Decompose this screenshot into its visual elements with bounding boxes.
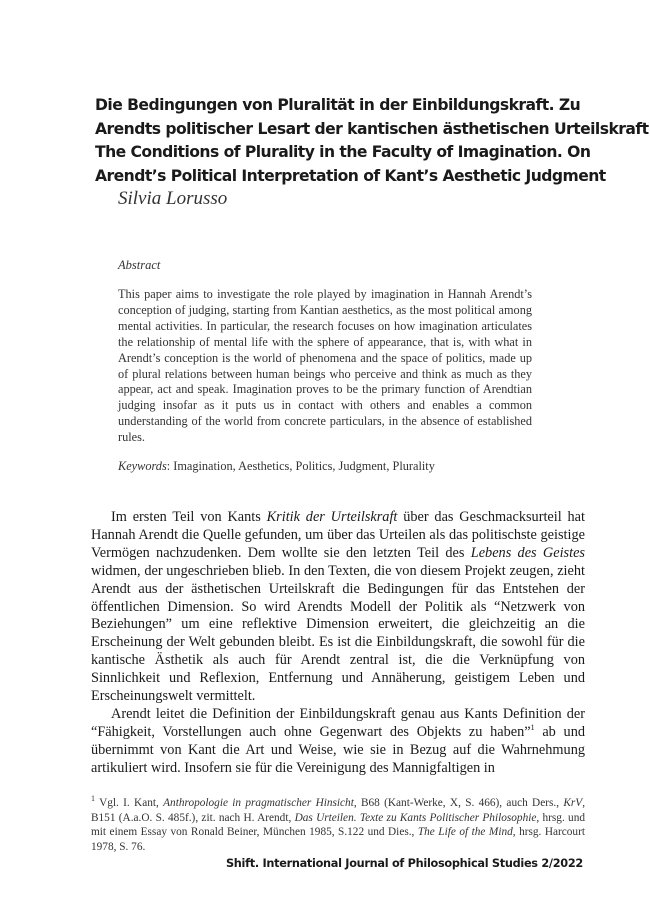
- italic-title: Lebens des Geistes: [470, 544, 585, 561]
- title-english-line-1: The Conditions of Plurality in the Faculty of Imagination. On: [95, 143, 591, 162]
- italic-title: Anthropologie in pragmatischer Hinsicht: [163, 797, 354, 809]
- text-run: über das Geschmacksurteil hat Hannah Arendt die Quelle gefunden, um über das Urteilen als das politischste geistige Vermögen nachzudenken. Dem wollte sie den letzten Teil des: [91, 509, 585, 561]
- text-run: , B68 (Kant-Werke, X, S. 466), auch Ders.,: [353, 797, 564, 809]
- italic-title: Kritik der Urteilskraft: [266, 509, 398, 525]
- footnote-number: 1: [91, 794, 95, 804]
- keywords-list: : Imagination, Aesthetics, Politics, Judgment, Plurality: [166, 459, 435, 473]
- paragraph: [91, 706, 585, 778]
- text-run: , hrsg. Harcourt 1978, S. 76.: [91, 826, 585, 853]
- title-german-line-2: Arendts politischer Lesart der kantischen ästhetischen Urteilskraft: [95, 119, 649, 138]
- abstract-heading: Abstract: [118, 258, 161, 272]
- author-name: Silvia Lorusso: [118, 188, 228, 209]
- title-german-line-1: Die Bedingungen von Pluralität in der Einbildungskraft. Zu: [95, 96, 581, 114]
- footnote: [91, 796, 585, 854]
- italic-title: Das Urteilen. Texte zu Kants Politischer Philosophie: [294, 811, 537, 824]
- title-english-line-2: Arendt’s Political Interpretation of Kant’s Aesthetic Judgment: [95, 166, 606, 185]
- text-run: widmen, der ungeschrieben blieb. In den Texten, die von diesem Projekt zeugen, zieht Arendt aus der ästhetischen Urteilskraft die Bedingungen für das Entstehen der öffentlichen Dimension. So wird Arendts Modell der Politik als “Netzwerk von Beziehungen” um eine reflektive Dimension erweitert, die gleichzeitig an die Erscheinung der Welt gebunden bleibt. Es ist die Einbildungskraft, die sowohl für die kantische Ästhetik als auch für Arendt zentral ist, die die Verknüpfung von Sinnlichkeit und Reflexion, Entfernung und Annäherung, geistigem Leben und Erscheinungswelt vermittelt.: [91, 562, 585, 705]
- text-run: Im ersten Teil von Kants: [111, 509, 267, 525]
- article-title: [95, 94, 649, 188]
- keywords-label: Keywords: [118, 459, 167, 473]
- journal-footer: Shift. International Journal of Philosophical Studies 2/2022: [225, 857, 583, 870]
- text-run: , B151 (A.a.O. S. 485f.), zit. nach H. Arendt,: [91, 797, 586, 824]
- text-run: , hrsg. und mit einem Essay von Ronald Beiner, München 1985, S.122 und Dies.,: [91, 811, 586, 839]
- text-run: ab und übernimmt von Kant die Art und Weise, wie sie in Bezug auf die Wahrnehmung artikuliert wird. Insofern sie für die Vereinigung des Mannigfaltigen in: [91, 723, 585, 776]
- italic-title: KrV: [563, 797, 583, 809]
- paragraph: [91, 509, 585, 706]
- text-run: Vgl. I. Kant,: [95, 797, 164, 809]
- keywords: [118, 459, 435, 474]
- italic-title: The Life of the Mind: [417, 826, 513, 839]
- text-run: Arendt leitet die Definition der Einbildungskraft genau aus Kants Definition der “Fähigkeit, Vorstellungen auch ohne Gegenwart des Objekts zu haben”: [91, 705, 585, 740]
- footnote-reference[interactable]: 1: [530, 723, 535, 733]
- abstract-text: This paper aims to investigate the role played by imagination in Hannah Arendt’s conception of judging, starting from Kantian aesthetics, as the most political among mental activities. In particular, the research focuses on how imagination articulates the relationship of mental life with the sphere of appearance, that is, with what in Arendt’s conception is the world of phenomena and the space of politics, made up of plural relations between human beings who perceive and think as much as they appear, act and speak. Imagination proves to be the primary function of Arendtian judging insofar as it puts us in contact with others and enables a common understanding of the world from concrete particulars, in the absence of established rules.: [118, 287, 532, 445]
- body-text: [91, 509, 585, 778]
